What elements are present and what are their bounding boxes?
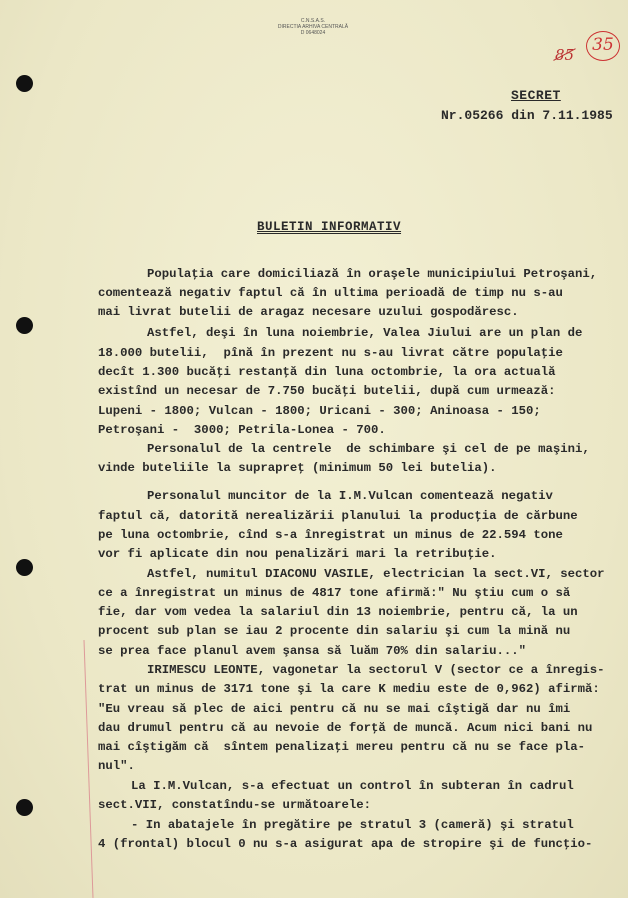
text-line: nul". (98, 759, 135, 773)
archive-stamp (268, 18, 358, 36)
text-line: vinde buteliile la suprapreţ (minimum 50 lei butelia). (98, 461, 497, 475)
text-line: ce a înregistrat un minus de 4817 tone afirmă:" Nu ştiu cum o să (98, 586, 571, 600)
document-title: BULETIN INFORMATIV (257, 220, 402, 234)
punch-hole (16, 75, 33, 92)
stamp-line: DIRECTIA ARHIVA CENTRALĂ (277, 24, 349, 30)
stamp-line: C.N.S.A.S. (300, 18, 326, 24)
text-line: procent sub plan se iau 2 procente din salariu şi cum la mină nu (98, 624, 571, 638)
text-line: trat un minus de 3171 tone şi la care K mediu este de 0,962) afirmă: (98, 682, 600, 696)
text-line: La I.M.Vulcan, s-a efectuat un control în subteran în cadrul (131, 779, 574, 793)
text-line: dau drumul pentru că au nevoie de forţă de muncă. Acum nici bani nu (98, 721, 593, 735)
text-line: decît 1.300 bucăţi restanţă din luna octombrie, la ora actuală (98, 365, 556, 379)
text-line: 4 (frontal) blocul 0 nu s-a asigurat apa de stropire şi de funcţio- (98, 837, 593, 851)
text-line: Astfel, deşi în luna noiembrie, Valea Jiului are un plan de (147, 326, 583, 340)
text-line: fie, dar vom vedea la salariul din 13 noiembrie, pentru că, la un (98, 605, 578, 619)
text-line: mai cîştigăm că sîntem penalizaţi mereu pentru că nu se face pla- (98, 740, 586, 754)
text-line: faptul că, datorită nerealizării planului la producţia de cărbune (98, 509, 578, 523)
reference-number: Nr.05266 din 7.11.1985 (441, 108, 613, 123)
text-line: pe luna octombrie, cînd s-a înregistrat un minus de 22.594 tone (98, 528, 563, 542)
text-line: Personalul muncitor de la I.M.Vulcan comentează negativ (147, 489, 553, 503)
text-line: se prea face planul avem şansa să luăm 70% din salariu..." (98, 644, 527, 658)
text-line: sect.VII, constatîndu-se următoarele: (98, 798, 372, 812)
margin-rule (83, 640, 93, 898)
text-line: Populaţia care domiciliază în oraşele municipiului Petroşani, (147, 267, 598, 281)
text-line: mai livrat butelii de aragaz necesare uzului gospodăresc. (98, 305, 519, 319)
classification-label: SECRET (511, 88, 561, 103)
text-line: Petroşani - 3000; Petrila-Lonea - 700. (98, 423, 386, 437)
text-line: - In abatajele în pregătire pe stratul 3 (cameră) şi stratul (131, 818, 574, 832)
text-line: 18.000 butelii, pînă în prezent nu s-au livrat către populaţie (98, 346, 563, 360)
struck-folio-number: 85 (555, 46, 575, 64)
text-line: Lupeni - 1800; Vulcan - 1800; Uricani - 300; Aninoasa - 150; (98, 404, 541, 418)
text-line: comentează negativ faptul că în ultima perioadă de timp nu s-au (98, 286, 563, 300)
text-line: existînd un necesar de 7.750 bucăţi butelii, după cum urmează: (98, 384, 556, 398)
stamp-line: D 0648024 (300, 30, 326, 36)
punch-hole (16, 317, 33, 334)
text-line: Personalul de la centrele de schimbare şi cel de pe maşini, (147, 442, 590, 456)
text-line: vor fi aplicate din nou penalizări mari la retribuţie. (98, 547, 497, 561)
punch-hole (16, 799, 33, 816)
text-line: IRIMESCU LEONTE, vagonetar la sectorul V (sector ce a înregis- (147, 663, 605, 677)
text-line: Astfel, numitul DIACONU VASILE, electrician la sect.VI, sector (147, 567, 605, 581)
text-line: "Eu vreau să plec de aici pentru că nu se mai cîştigă dar nu îmi (98, 702, 571, 716)
folio-number: 35 (586, 31, 620, 61)
punch-hole (16, 559, 33, 576)
